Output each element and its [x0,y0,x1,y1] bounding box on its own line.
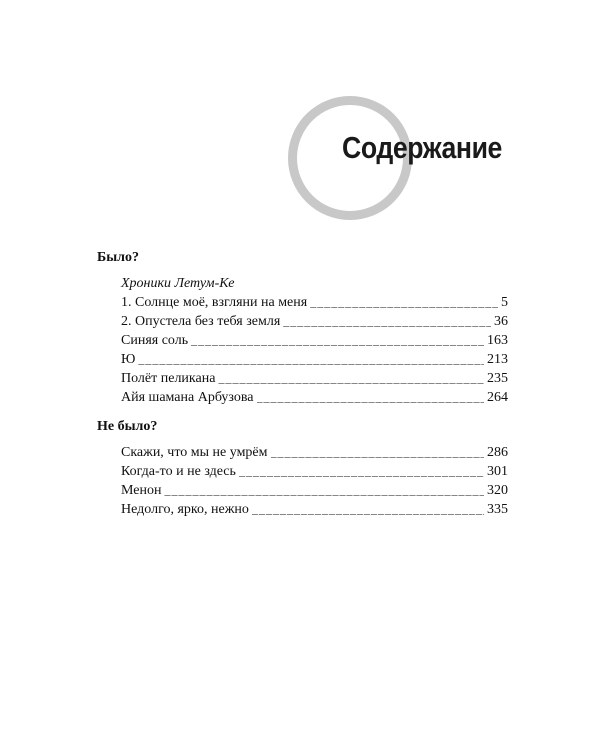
table-of-contents [97,250,517,521]
toc-entry-page: 5 [501,295,508,310]
page-title: Содержание [342,130,502,165]
toc-entry[interactable] [121,371,508,390]
toc-entry-page: 320 [487,483,508,498]
toc-entry[interactable] [121,295,508,314]
toc-entry-page: 264 [487,390,508,405]
toc-entry[interactable] [121,502,508,521]
toc-entry-title: Полёт пеликана [121,371,216,386]
toc-entry-title: Недолго, ярко, нежно [121,502,249,517]
toc-entry-title: Синяя соль [121,333,189,348]
toc-entry-page: 286 [487,445,508,460]
leader-line [283,314,491,329]
section-heading-ne-bylo: Не было? [97,419,158,434]
toc-entry[interactable] [121,390,508,409]
toc-entry-page: 335 [487,502,508,517]
section-heading-bylo: Было? [97,250,140,265]
toc-entry-title: 1. Солнце моё, взгляни на меня [121,295,308,310]
leader-line [257,390,484,405]
toc-entry-page: 301 [487,464,508,479]
toc-entry-page: 235 [487,371,508,386]
leader-line [191,333,484,348]
toc-entry[interactable] [121,314,508,333]
leader-line [138,352,484,367]
toc-entry[interactable] [121,333,508,352]
leader-line [164,483,484,498]
toc-entry-title: Ю [121,352,136,367]
toc-entry-page: 36 [494,314,508,329]
subsection-heading-hroniki: Хроники Летум-Ке [121,276,235,291]
leader-line [310,295,498,310]
leader-line [252,502,484,517]
toc-entry-page: 213 [487,352,508,367]
toc-entry[interactable] [121,464,508,483]
toc-entry[interactable] [121,445,508,464]
leader-line [271,445,484,460]
toc-entry-title: Когда-то и не здесь [121,464,236,479]
leader-line [218,371,484,386]
toc-entry-page: 163 [487,333,508,348]
toc-entry-title: 2. Опустела без тебя земля [121,314,281,329]
leader-line [239,464,484,479]
toc-entry-title: Айя шамана Арбузова [121,390,254,405]
toc-entry[interactable] [121,352,508,371]
toc-entry-title: Менон [121,483,162,498]
toc-entry[interactable] [121,483,508,502]
toc-entry-title: Скажи, что мы не умрём [121,445,268,460]
